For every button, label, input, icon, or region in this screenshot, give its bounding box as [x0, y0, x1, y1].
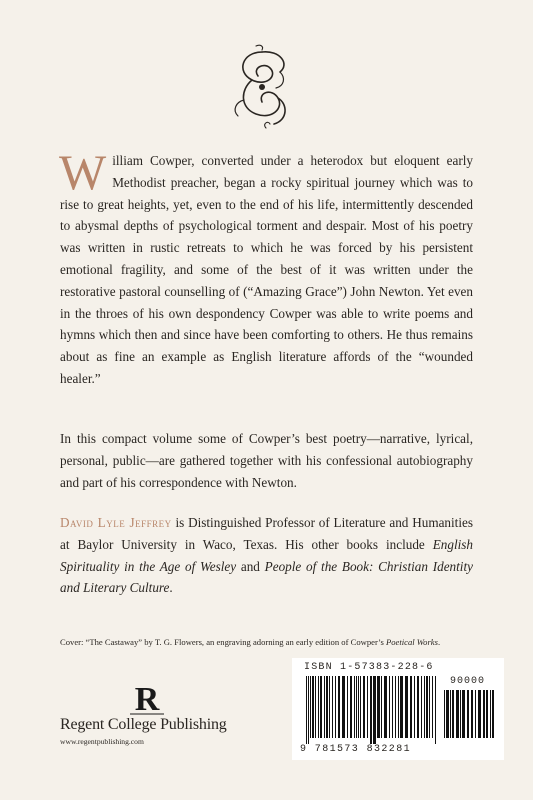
barcode-bar	[426, 676, 428, 738]
barcode-bar	[335, 676, 336, 738]
barcode-bar	[424, 676, 425, 738]
barcode-bar	[367, 676, 368, 738]
author-name: David Lyle Jeffrey	[60, 515, 172, 530]
isbn-barcode	[292, 658, 504, 760]
barcode-bar	[354, 676, 355, 738]
barcode-bar	[315, 676, 316, 738]
barcode-bar	[400, 676, 403, 738]
barcode-bar	[444, 690, 445, 738]
barcode-bar	[308, 676, 309, 744]
barcode-bar	[312, 676, 314, 738]
blurb-paragraph-2: In this compact volume some of Cowper’s best poetry—narrative, lyrical, personal, public—are gathered together with his confessional autobiography and part of his correspondence with Newton.	[60, 431, 473, 490]
dropcap-letter: W	[59, 144, 107, 200]
price-code: 90000	[450, 676, 486, 687]
ean-barcode-bars	[306, 676, 438, 744]
barcode-bar	[405, 676, 408, 738]
barcode-bar	[421, 676, 422, 738]
barcode-bar	[435, 676, 436, 744]
barcode-bar	[450, 690, 451, 738]
barcode-bar	[395, 676, 396, 738]
barcode-bar	[462, 690, 465, 738]
barcode-bar	[389, 676, 390, 738]
barcode-bar	[467, 690, 469, 738]
blurb-paragraph-1	[59, 144, 473, 390]
barcode-bar	[363, 676, 365, 738]
barcode-bar	[486, 690, 488, 738]
barcode-bar	[360, 676, 361, 738]
addon-barcode-bars	[444, 690, 496, 744]
barcode-bar	[492, 690, 494, 738]
barcode-bar	[326, 676, 328, 738]
barcode-bar	[370, 676, 372, 744]
blurb-paragraph-1-text: illiam Cowper, converted under a heterodox but eloquent early Methodist preacher, began a rocky spiritual journey which was to rise to great heights, yet, even to the end of his life, intermittently descended to abysmal depths of psychological torment and despair. Most of his poetry was written in rustic retreats to which he was forced by his persistent emotional fragility, and some of the best of it was written under the restorative pastoral counselling of (“Amazing Grace”) John Newton. Yet even in the throes of his own despondency Cowper was able to write poems and hymns which then and since have been comforting to others. He thus remains about as fine an example as English literature affords of the “wounded healer.”	[60, 153, 473, 386]
cover-credit	[60, 636, 500, 648]
author-bio-text-b: and	[236, 558, 265, 574]
barcode-bar	[350, 676, 352, 738]
publisher-logo-letter: R	[134, 681, 160, 716]
cover-credit-end: .	[437, 637, 441, 647]
author-bio-text-a: is Distinguished Professor of Literature and Humanities at Baylor University in Waco, Texas. His other books include	[60, 515, 473, 552]
book-title-2: People of the Book: Christian Identity and Literary Culture	[60, 558, 473, 596]
publisher-logo-icon	[126, 680, 168, 716]
barcode-bar	[398, 676, 399, 738]
barcode-bar	[320, 676, 322, 738]
barcode-bar	[429, 676, 430, 738]
ean-number: 9 781573 832281	[300, 744, 412, 755]
author-bio-text-c: .	[169, 580, 173, 596]
barcode-bar	[410, 676, 412, 738]
barcode-bar	[478, 690, 481, 738]
barcode-bar	[358, 676, 359, 738]
barcode-bar	[384, 676, 387, 738]
barcode-bar	[471, 690, 473, 738]
barcode-bar	[414, 676, 415, 738]
barcode-bar	[456, 690, 459, 738]
barcode-bar	[356, 676, 357, 738]
calligraphic-ornament-icon	[222, 42, 302, 132]
barcode-bar	[318, 676, 319, 738]
barcode-bar	[490, 690, 491, 738]
barcode-bar	[324, 676, 325, 738]
publisher-url: www.regentpublishing.com	[60, 737, 144, 746]
barcode-bar	[373, 676, 376, 744]
barcode-bar	[432, 676, 433, 738]
barcode-bar	[347, 676, 348, 738]
barcode-bar	[392, 676, 393, 738]
barcode-bar	[306, 676, 307, 744]
barcode-bar	[329, 676, 330, 738]
barcode-bar	[446, 690, 449, 738]
barcode-bar	[342, 676, 345, 738]
barcode-bar	[377, 676, 380, 738]
barcode-bar	[483, 690, 485, 738]
book-title-1: English Spirituality in the Age of Wesley	[60, 536, 473, 574]
cover-credit-work: Poetical Works	[386, 637, 438, 647]
barcode-bar	[332, 676, 333, 738]
barcode-bar	[475, 690, 476, 738]
publisher-name: Regent College Publishing	[60, 716, 227, 733]
barcode-bar	[310, 676, 311, 738]
isbn-number: ISBN 1-57383-228-6	[304, 662, 434, 673]
barcode-bar	[460, 690, 461, 738]
cover-credit-text: Cover: “The Castaway” by T. G. Flowers, an engraving adorning an early edition of Cowper’s	[60, 637, 386, 647]
barcode-bar	[452, 690, 454, 738]
author-bio	[60, 512, 473, 599]
barcode-bar	[417, 676, 419, 738]
barcode-bar	[338, 676, 340, 738]
barcode-bar	[381, 676, 382, 738]
